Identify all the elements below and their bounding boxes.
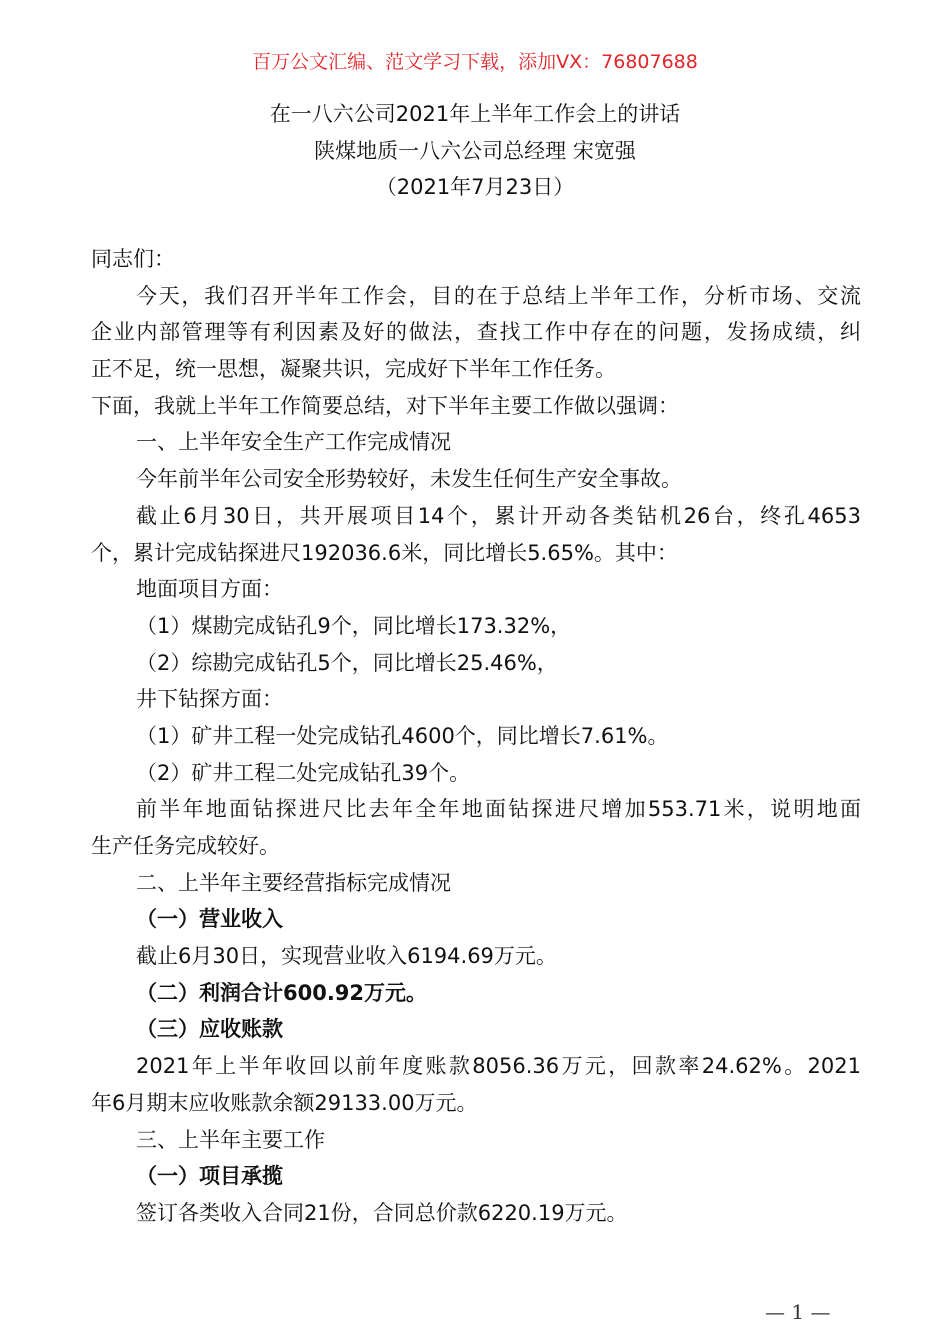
list-item: （2）综勘完成钻孔5个，同比增长25.46%， <box>136 650 558 675</box>
paragraph-line: 生产任务完成较好。 <box>91 834 280 858</box>
paragraph-line: 前半年地面钻探进尺比去年全年地面钻探进尺增加553.71米，说明地面 <box>136 797 861 822</box>
subsection-heading: （二）利润合计600.92万元。 <box>136 980 428 1005</box>
paragraph-line: 今年前半年公司安全形势较好，未发生任何生产安全事故。 <box>136 467 682 492</box>
paragraph-line: 2021年上半年收回以前年度账款8056.36万元，回款率24.62%。2021 <box>136 1054 861 1079</box>
document-date: （2021年7月23日） <box>375 175 575 199</box>
paragraph-line: 正不足，统一思想，凝聚共识，完成好下半年工作任务。 <box>91 357 616 382</box>
watermark-banner: 百万公文汇编、范文学习下载，添加VX：76807688 <box>252 51 698 73</box>
subsection-heading: （一）营业收入 <box>136 907 283 932</box>
list-item: （1）煤勘完成钻孔9个，同比增长173.32%， <box>136 613 572 638</box>
document-author: 陕煤地质一八六公司总经理 宋宽强 <box>314 139 636 163</box>
paragraph-line: 年6月期末应收账款余额29133.00万元。 <box>91 1090 478 1115</box>
document-body <box>91 241 861 1232</box>
subsection-heading: （一）项目承揽 <box>136 1164 283 1189</box>
list-item: （1）矿井工程一处完成钻孔4600个，同比增长7.61%。 <box>136 723 669 748</box>
section-heading: 三、上半年主要工作 <box>136 1127 325 1152</box>
section-heading: 二、上半年主要经营指标完成情况 <box>136 870 451 895</box>
list-item: （2）矿井工程二处完成钻孔39个。 <box>136 760 471 785</box>
paragraph-line: 签订各类收入合同21份，合同总价款6220.19万元。 <box>136 1200 628 1225</box>
paragraph-line: 截止6月30日，实现营业收入6194.69万元。 <box>136 944 557 969</box>
paragraph-line: 井下钻探方面： <box>136 687 283 712</box>
subsection-heading: （三）应收账款 <box>136 1017 283 1042</box>
paragraph-line: 企业内部管理等有利因素及好的做法，查找工作中存在的问题，发扬成绩，纠 <box>91 320 861 345</box>
paragraph-line: 下面，我就上半年工作简要总结，对下半年主要工作做以强调： <box>91 393 679 418</box>
document-title: 在一八六公司2021年上半年工作会上的讲话 <box>269 102 681 126</box>
salutation: 同志们： <box>91 247 175 271</box>
paragraph-line: 截止6月30日，共开展项目14个，累计开动各类钻机26台，终孔4653 <box>136 503 861 528</box>
paragraph-line: 今天，我们召开半年工作会，目的在于总结上半年工作，分析市场、交流 <box>136 283 861 308</box>
paragraph-line: 个，累计完成钻探进尺192036.6米，同比增长5.65%。其中： <box>91 540 678 565</box>
paragraph-line: 地面项目方面： <box>136 577 283 602</box>
page-number: — 1 — <box>765 1300 831 1324</box>
section-heading: 一、上半年安全生产工作完成情况 <box>136 430 451 455</box>
